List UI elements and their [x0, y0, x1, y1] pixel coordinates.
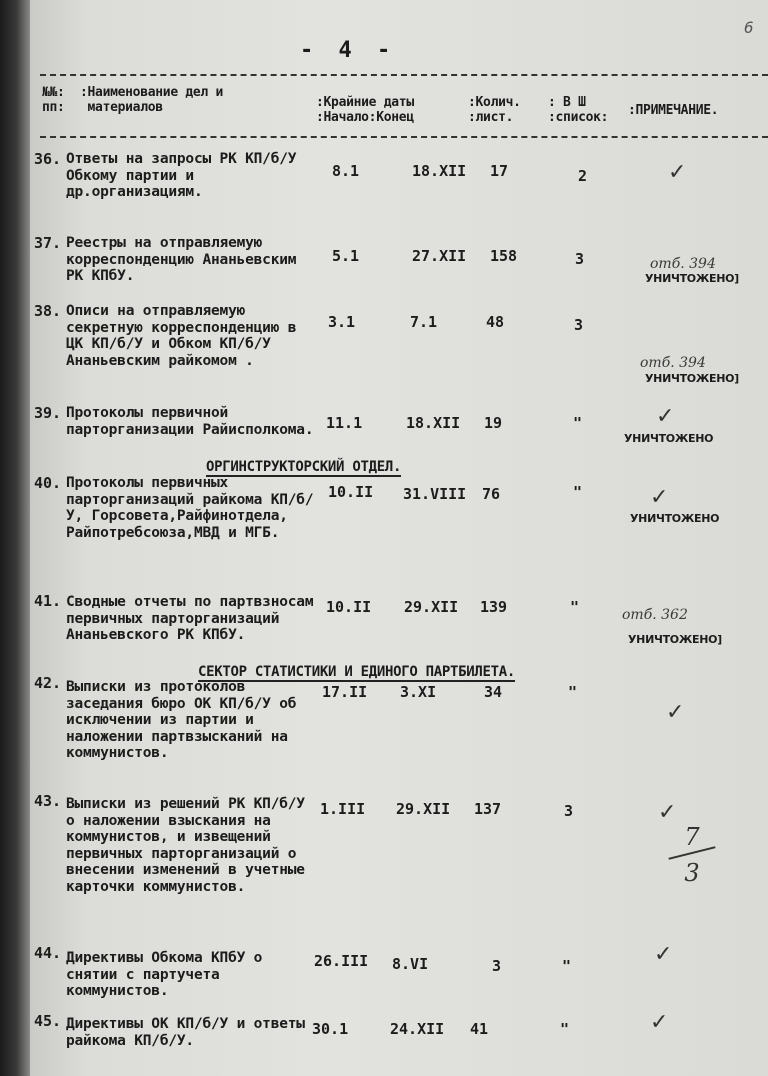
check-mark: ✓ [656, 404, 675, 429]
row-number: 45. [34, 1012, 62, 1030]
row-start: 3.1 [328, 313, 356, 331]
check-mark: ✓ [650, 1010, 669, 1035]
check-mark: ✓ [668, 160, 687, 185]
header-count: :Колич. :лист. [468, 95, 521, 125]
row-title: Ответы на запросы РК КП/б/У Обкому партии и др.организациям. [66, 151, 297, 201]
handwritten-note: отб. 394 [640, 355, 706, 371]
section-heading-stat: СЕКТОР СТАТИСТИКИ И ЕДИНОГО ПАРТБИЛЕТА. [198, 664, 516, 680]
row-start: 11.1 [326, 414, 363, 432]
row-end: 24.XII [390, 1020, 445, 1038]
row-number: 44. [34, 944, 62, 962]
row-end: 18.XII [412, 162, 467, 180]
check-mark: ✓ [654, 942, 673, 967]
header-name: :Наименование дел и материалов [80, 85, 224, 115]
row-number: 38. [34, 302, 62, 320]
row-inventory: " [568, 683, 578, 701]
row-end: 18.XII [406, 414, 461, 432]
handwritten-note: отб. 394 [650, 256, 716, 272]
row-title: Сводные отчеты по партвзносам первичных парторганизаций Ананьевского РК КПбУ. [66, 594, 314, 644]
row-end: 7.1 [410, 313, 438, 331]
handwritten-note: отб. 362 [622, 607, 688, 623]
row-end: 29.XII [396, 800, 451, 818]
header-dates: :Крайние даты :Начало:Конец [316, 95, 414, 125]
section-heading-org: ОРГИНСТРУКТОРСКИЙ ОТДЕЛ. [206, 459, 402, 475]
row-sheets: 34 [484, 683, 503, 701]
row-sheets: 139 [480, 598, 508, 616]
row-inventory: " [560, 1020, 570, 1038]
check-mark: ✓ [658, 800, 677, 825]
row-number: 39. [34, 404, 62, 422]
row-start: 17.II [322, 683, 368, 701]
row-title: Выписки из решений РК КП/б/У о наложении взыскания на коммунистов, и извещений первичных парторганизаций о внесении изменений в учетные карточки коммунистов. [66, 796, 305, 895]
row-number: 43. [34, 792, 62, 810]
row-number: 36. [34, 150, 62, 168]
header-inventory: : В Ш :список: [548, 95, 609, 125]
destroyed-stamp: УНИЧТОЖЕНО [630, 512, 720, 525]
fraction-top: 7 [684, 823, 700, 851]
row-start: 1.III [320, 800, 366, 818]
row-inventory: " [570, 598, 580, 616]
row-number: 42. [34, 674, 62, 692]
row-end: 31.VIII [403, 485, 467, 503]
row-start: 5.1 [332, 247, 360, 265]
row-sheets: 19 [484, 414, 503, 432]
fraction-bottom: 3 [684, 859, 700, 887]
row-sheets: 41 [470, 1020, 489, 1038]
row-inventory: " [562, 957, 572, 975]
row-inventory: " [573, 483, 583, 501]
destroyed-stamp: УНИЧТОЖЕНО] [645, 272, 739, 285]
row-start: 10.II [326, 598, 372, 616]
header-rule-bottom [40, 136, 768, 138]
row-number: 37. [34, 234, 62, 252]
destroyed-stamp: УНИЧТОЖЕНО] [628, 633, 722, 646]
row-start: 26.III [314, 952, 369, 970]
row-end: 3.XI [400, 683, 437, 701]
row-inventory: " [573, 414, 583, 432]
row-title: Директивы ОК КП/б/У и ответы райкома КП/б/У. [66, 1016, 305, 1049]
row-sheets: 76 [482, 485, 501, 503]
row-end: 8.VI [392, 955, 429, 973]
row-start: 10.II [328, 483, 374, 501]
header-num: №№: пп: [42, 85, 65, 115]
row-title: Протоколы первичных парторганизаций райкома КП/б/У, Горсовета,Райфинотдела, Райпотребсоюза,МВД и МГБ. [66, 475, 314, 541]
row-title: Выписки из протоколов заседания бюро ОК КП/б/У об исключении из партии и наложении партвзысканий на коммунистов. [66, 679, 297, 762]
check-mark: ✓ [650, 485, 669, 510]
destroyed-stamp: УНИЧТОЖЕНО [624, 432, 714, 445]
row-title: Директивы Обкома КПбУ о снятии с партучета коммунистов. [66, 950, 263, 1000]
row-inventory: 3 [575, 250, 585, 268]
row-start: 30.1 [312, 1020, 349, 1038]
row-inventory: 3 [564, 802, 574, 820]
row-end: 29.XII [404, 598, 459, 616]
row-number: 40. [34, 474, 62, 492]
row-number: 41. [34, 592, 62, 610]
row-sheets: 48 [486, 313, 505, 331]
page-number: - 4 - [300, 38, 397, 63]
page-shadow-edge [0, 0, 30, 1076]
row-sheets: 17 [490, 162, 509, 180]
row-sheets: 3 [492, 957, 502, 975]
row-title: Реестры на отправляемую корреспонденцию Ананьевским РК КПбУ. [66, 235, 297, 285]
corner-mark: 6 [744, 18, 754, 37]
row-sheets: 137 [474, 800, 502, 818]
header-note: :ПРИМЕЧАНИЕ. [628, 103, 719, 118]
check-mark: ✓ [666, 700, 685, 725]
row-start: 8.1 [332, 162, 360, 180]
row-inventory: 2 [578, 167, 588, 185]
row-title: Протоколы первичной парторганизации Райисполкома. [66, 405, 314, 438]
destroyed-stamp: УНИЧТОЖЕНО] [645, 372, 739, 385]
header-rule-top [40, 74, 768, 76]
row-title: Описи на отправляемую секретную корреспонденцию в ЦК КП/б/У и Обком КП/б/У Ананьевским райкомом . [66, 303, 297, 369]
row-sheets: 158 [490, 247, 518, 265]
row-end: 27.XII [412, 247, 467, 265]
row-inventory: 3 [574, 316, 584, 334]
